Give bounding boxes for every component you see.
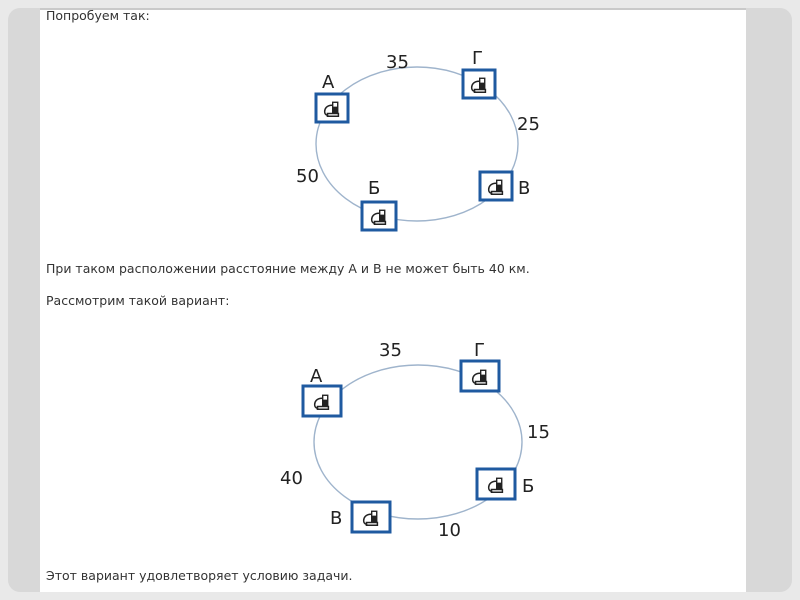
station-label: Г — [474, 340, 485, 361]
intro-text: Попробуем так: — [46, 8, 150, 23]
station-g-2 — [461, 361, 499, 391]
station-v-2 — [352, 502, 390, 532]
intro-text-2: Рассмотрим такой вариант: — [46, 293, 230, 308]
distance-label: 35 — [386, 52, 409, 73]
station-label: Г — [472, 48, 483, 69]
content-panel — [40, 8, 746, 592]
diagram-1 — [296, 48, 540, 230]
distance-label: 50 — [296, 166, 319, 187]
distance-label: 25 — [517, 114, 540, 135]
distance-label: 40 — [280, 468, 303, 489]
station-label: А — [310, 366, 323, 387]
conclusion-text-2: Этот вариант удовлетворяет условию задачи. — [46, 568, 353, 583]
station-b-1 — [362, 202, 396, 230]
station-a-1 — [316, 94, 348, 122]
station-label: В — [518, 178, 531, 199]
station-a-2 — [303, 386, 341, 416]
station-v-1 — [480, 172, 512, 200]
distance-label: 15 — [527, 422, 550, 443]
station-label: Б — [368, 178, 381, 199]
station-b-2 — [477, 469, 515, 499]
station-label: В — [330, 508, 343, 529]
station-label: Б — [522, 476, 535, 497]
station-label: А — [322, 72, 335, 93]
diagram-2 — [280, 340, 550, 541]
distance-label: 10 — [438, 520, 461, 541]
conclusion-text-1: При таком расположении расстояние между А и В не может быть 40 км. — [46, 261, 530, 276]
station-g-1 — [463, 70, 495, 98]
distance-label: 35 — [379, 340, 402, 361]
